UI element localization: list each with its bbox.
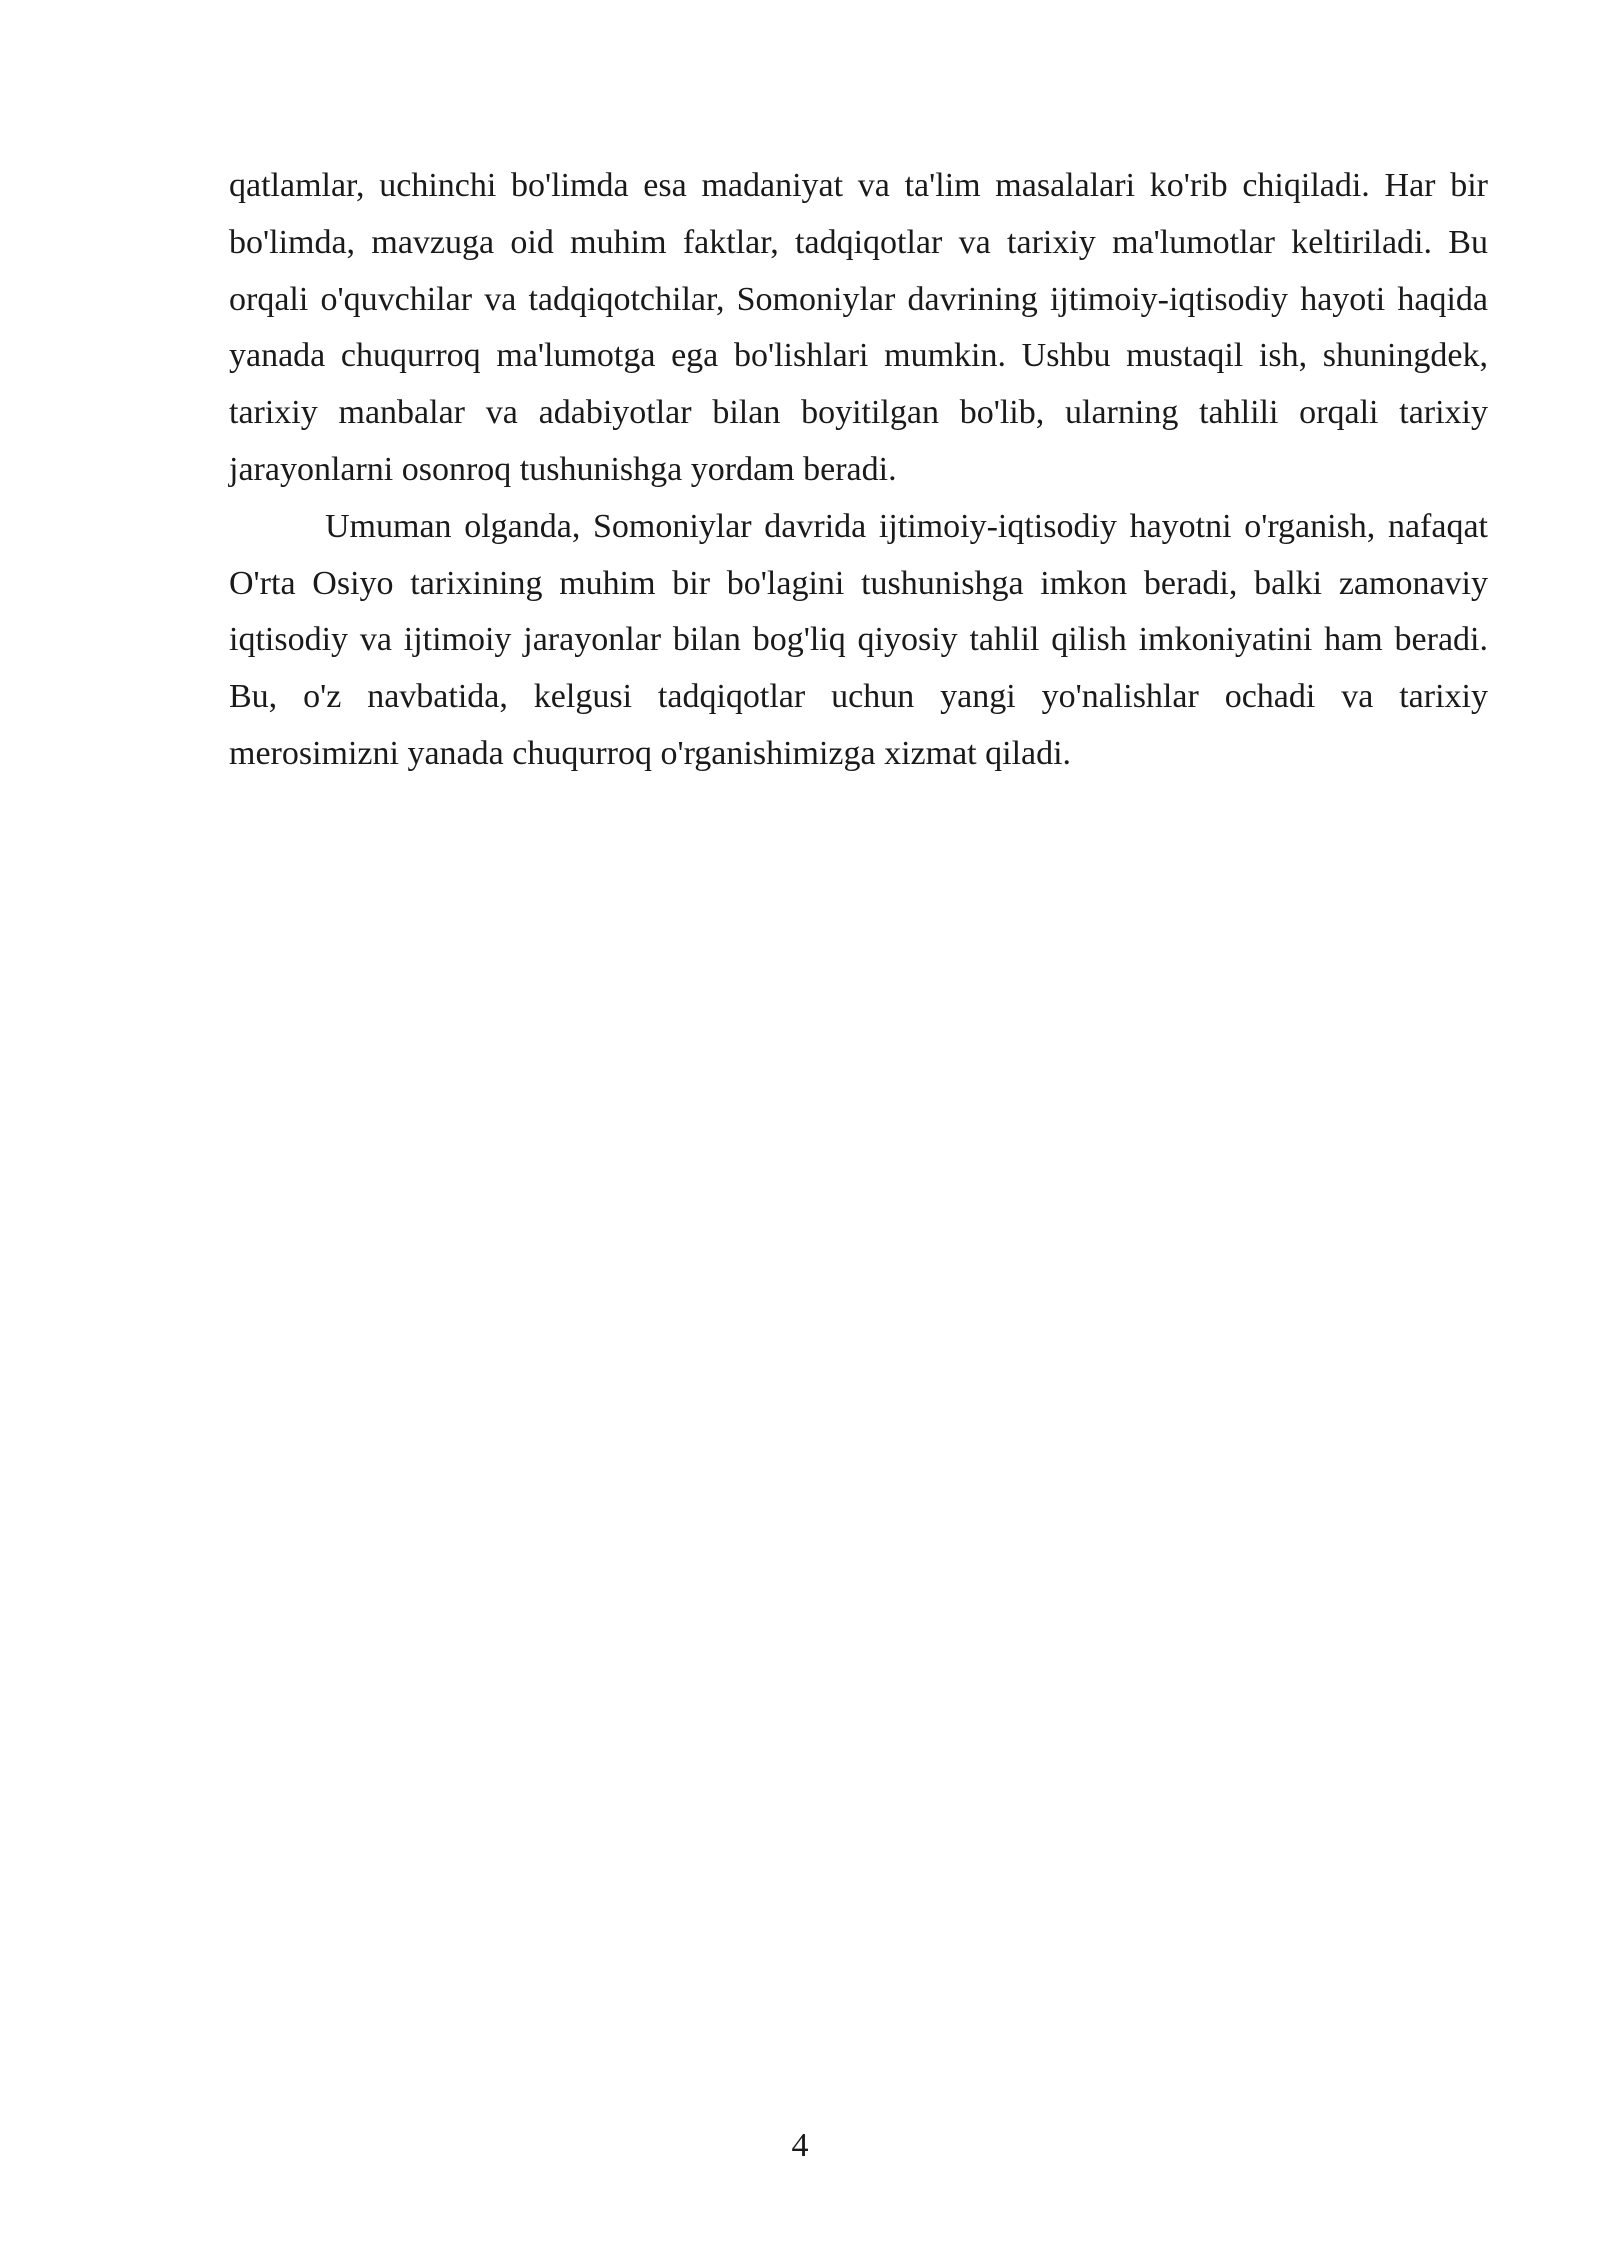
body-text xyxy=(229,158,1488,783)
page-number: 4 xyxy=(791,2127,809,2164)
paragraph-conclusion: Umuman olganda, Somoniylar davrida ijtimoiy-iqtisodiy hayotni o'rganish, nafaqat O'rta Osiyo tarixining muhim bir bo'lagini tushunishga imkon beradi, balki zamonaviy iqtisodiy va ijtimoiy jarayonlar bilan bog'liq qiyosiy tahlil qilish imkoniyatini ham beradi. Bu, o'z navbatida, kelgusi tadqiqotlar uchun yangi yo'nalishlar ochadi va tarixiy merosimizni yanada chuqurroq o'rganishimizga xizmat qiladi. xyxy=(229,507,1488,772)
paragraph-continuation: qatlamlar, uchinchi bo'limda esa madaniyat va ta'lim masalalari ko'rib chiqiladi. Har bir bo'limda, mavzuga oid muhim faktlar, tadqiqotlar va tarixiy ma'lumotlar keltiriladi. Bu orqali o'quvchilar va tadqiqotchilar, Somoniylar davrining ijtimoiy-iqtisodiy hayoti haqida yanada chuqurroq ma'lumotga ega bo'lishlari mumkin. Ushbu mustaqil ish, shuningdek, tarixiy manbalar va adabiyotlar bilan boyitilgan bo'lib, ularning tahlili orqali tarixiy jarayonlarni osonroq tushunishga yordam beradi. xyxy=(229,167,1488,488)
